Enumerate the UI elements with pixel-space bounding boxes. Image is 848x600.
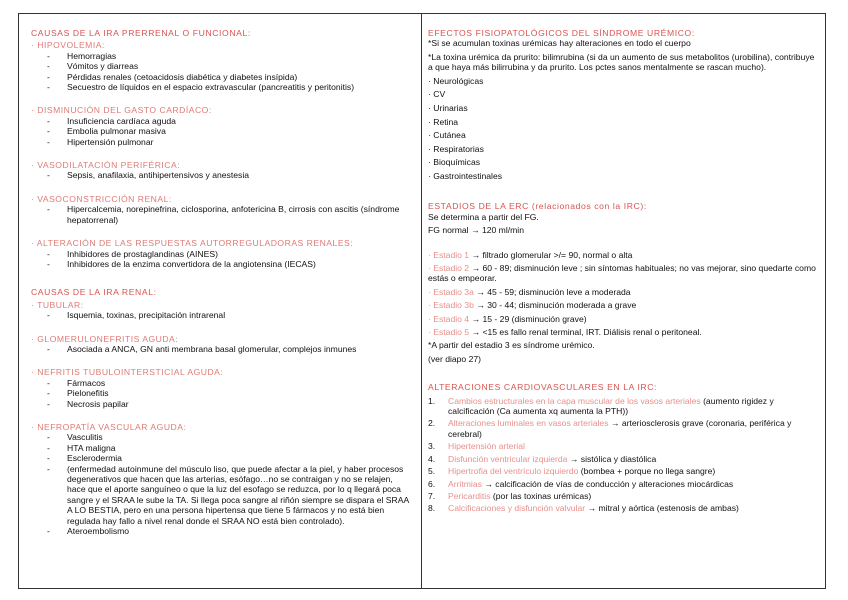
cardio-label: Cambios estructurales en la capa muscular de los vasos arteriales xyxy=(448,395,701,406)
cause-group-title: · DISMINUCIÓN DEL GASTO CARDÍACO: xyxy=(31,105,212,116)
stage-item xyxy=(428,287,818,297)
prerrenal-groups xyxy=(31,40,411,269)
cause-group xyxy=(31,422,411,536)
cause-item: - Asociada a ANCA, GN anti membrana basal glomerular, complejos inmunes xyxy=(47,344,411,354)
erc-note-2: (ver diapo 27) xyxy=(428,353,482,364)
cause-item: - Sepsis, anafilaxia, antihipertensivos y anestesia xyxy=(47,170,411,180)
cause-list xyxy=(31,310,411,320)
systems-list xyxy=(428,76,818,182)
cause-list xyxy=(31,378,411,409)
cause-list xyxy=(31,204,411,225)
stage-text: → 15 - 29 (disminución grave) xyxy=(469,313,587,324)
system-item: · Cutánea xyxy=(428,130,466,141)
stages-list xyxy=(428,250,818,338)
cardio-label: Disfunción ventricular izquierda xyxy=(448,453,568,464)
cause-item: - Vasculitis xyxy=(47,432,411,442)
erc-line-1: Se determina a partir del FG. xyxy=(428,211,539,222)
cardio-title: ALTERACIONES CARDIOVASCULARES EN LA IRC: xyxy=(428,382,658,393)
stage-text: → filtrado glomerular >/= 90, normal o alta xyxy=(469,249,633,260)
cardio-number: 7. xyxy=(428,490,436,501)
cardio-text: → calcificación de vías de conducción y alteraciones miocárdicas xyxy=(481,478,734,489)
cardio-item xyxy=(428,418,818,439)
renal-title: CAUSAS DE LA IRA RENAL: xyxy=(31,287,157,298)
cause-group xyxy=(31,105,411,147)
cardio-item xyxy=(428,491,818,501)
cause-group-title: · NEFROPATÍA VASCULAR AGUDA: xyxy=(31,421,187,432)
cardio-number: 8. xyxy=(428,503,436,514)
cardio-text: → arteriosclerosis grave (coronaria, periférica y cerebral) xyxy=(448,418,792,439)
cause-group-title: · ALTERACIÓN DE LAS RESPUESTAS AUTORREGULADORAS RENALES: xyxy=(31,238,354,249)
cause-item: - Necrosis papilar xyxy=(47,399,411,409)
stage-item xyxy=(428,300,818,310)
effects-para-1: *Si se acumulan toxinas urémicas hay alteraciones en todo el cuerpo xyxy=(428,38,691,49)
cause-item: - Secuestro de líquidos en el espacio extravascular (pancreatitis y peritonitis) xyxy=(47,82,411,92)
system-item: · Neurológicas xyxy=(428,75,484,86)
cause-item: - Pielonefitis xyxy=(47,388,411,398)
cardio-number: 6. xyxy=(428,478,436,489)
cardio-list xyxy=(428,396,818,514)
cardio-item xyxy=(428,441,818,451)
cardio-label: Hipertensión arterial xyxy=(448,441,525,452)
system-item: · Retina xyxy=(428,116,459,127)
system-item: · Urinarias xyxy=(428,103,468,113)
cause-group xyxy=(31,334,411,355)
stage-text: → 45 - 59; disminución leve a moderada xyxy=(473,286,631,297)
stage-item xyxy=(428,250,818,260)
cause-group-title: · VASODILATACIÓN PERIFÉRICA: xyxy=(31,160,181,171)
column-divider xyxy=(421,13,422,589)
cardio-label: Arritmias xyxy=(448,478,482,489)
cardio-label: Hipertrofia del ventrículo izquierdo xyxy=(448,466,579,477)
cardio-text: (bombea + porque no llega sangre) xyxy=(578,466,716,477)
system-item: · Bioquímicas xyxy=(428,157,481,168)
cause-item: - (enfermedad autoinmune del músculo liso, que puede afectar a la piel, y haber procesos degenerativos que hacen que las arterias, esófago…no se contraigan y no se relajen, hace que el aporte sanguíneo o que la luz del esofago se reduzca, por lo q llegará poca sangre y el SRAA le sube la TA. Si llega poca sangre al riñón siempre se dispara el SRAA A LO BESTIA, pero en una persona hipertensa que tiene 5 fármacos y no está bien regulada hay fallo a nivel renal donde el SRAA NO está bien controlado). xyxy=(47,464,411,526)
cardio-item xyxy=(428,454,818,464)
stage-item xyxy=(428,327,818,337)
stage-label: · Estadio 4 xyxy=(428,313,470,324)
cardio-item xyxy=(428,503,818,513)
cardio-text: → sistólica y diastólica xyxy=(567,453,657,464)
cause-list xyxy=(31,344,411,354)
stage-item xyxy=(428,314,818,324)
cardio-item xyxy=(428,479,818,489)
cause-group-title: · TUBULAR: xyxy=(31,299,84,310)
erc-note-1: *A partir del estadio 3 es síndrome urémico. xyxy=(428,340,595,351)
cardio-label: Alteraciones luminales en vasos arteriales xyxy=(448,418,609,429)
cardio-item xyxy=(428,466,818,476)
stage-label: · Estadio 1 xyxy=(428,249,470,260)
cause-list xyxy=(31,249,411,270)
system-item: · CV xyxy=(428,89,446,100)
cardio-number: 2. xyxy=(428,418,436,429)
stage-label: · Estadio 3b xyxy=(428,300,474,311)
cause-item: - Hipertensión pulmonar xyxy=(47,137,411,147)
stage-label: · Estadio 2 xyxy=(428,263,470,273)
cause-group xyxy=(31,194,411,225)
system-item: · Respiratorias xyxy=(428,143,484,154)
effects-title: EFECTOS FISIOPATOLÓGICOS DEL SÍNDROME URÉMICO: xyxy=(428,28,695,38)
cause-list xyxy=(31,170,411,180)
erc-title: ESTADIOS DE LA ERC (relacionados con la IRC): xyxy=(428,201,647,212)
erc-line-2: FG normal → 120 ml/min xyxy=(428,225,524,236)
stage-text: → 60 - 89; disminución leve ; sin síntomas habituales; no vas mejorar, sino quedarte como estás o empeorar. xyxy=(428,263,816,284)
stage-label: · Estadio 5 xyxy=(428,327,470,338)
cause-group-title: · HIPOVOLEMIA: xyxy=(31,40,105,51)
cause-item: - Fármacos xyxy=(47,378,411,388)
stage-text: → 30 - 44; disminución moderada a grave xyxy=(473,300,637,311)
effects-para-2: *La toxina urémica da prurito: bilimrubina (si da un aumento de sus metabolitos (urobilina), contribuye a que haya más bilirrubina y da prurito. Los pctes sanos mentalmente se rascan mucho). xyxy=(428,51,815,73)
cardio-text: → mitral y aórtica (estenosis de ambas) xyxy=(585,503,739,514)
cause-item: - Isquemia, toxinas, precipitación intrarenal xyxy=(47,310,411,320)
cause-group-title: · NEFRITIS TUBULOINTERSTICIAL AGUDA: xyxy=(31,367,224,378)
prerrenal-title: CAUSAS DE LA IRA PRERRENAL O FUNCIONAL: xyxy=(31,28,251,38)
cause-list xyxy=(31,432,411,536)
cardio-label: Calcificaciones y disfunción valvular xyxy=(448,503,586,514)
cause-item: - Ateroembolismo xyxy=(47,526,411,536)
cause-item: - Hemorragias xyxy=(47,51,411,61)
cardio-text: (aumento rigidez y calcificación (Ca aumenta xq aumenta la PTH)) xyxy=(448,395,774,417)
cause-item: - Esclerodermia xyxy=(47,453,411,463)
stage-item xyxy=(428,263,818,284)
cause-group-title: · VASOCONSTRICCIÓN RENAL: xyxy=(31,193,172,204)
cause-group xyxy=(31,160,411,181)
right-column xyxy=(428,28,818,514)
cause-item: - Inhibidores de prostaglandinas (AINES) xyxy=(47,249,411,259)
cause-list xyxy=(31,116,411,147)
cause-item: - Pérdidas renales (cetoacidosis diabética y diabetes insípida) xyxy=(47,72,411,82)
cause-list xyxy=(31,51,411,93)
stage-label: · Estadio 3a xyxy=(428,286,474,297)
system-item: · Gastrointestinales xyxy=(428,170,503,181)
cause-item: - Inhibidores de la enzima convertidora de la angiotensina (IECAS) xyxy=(47,259,411,269)
cardio-number: 4. xyxy=(428,453,436,464)
cardio-item xyxy=(428,396,818,417)
cause-group xyxy=(31,40,411,92)
cardio-label: Pericarditis xyxy=(448,490,491,501)
renal-groups xyxy=(31,300,411,537)
cause-item: - Embolia pulmonar masiva xyxy=(47,126,411,136)
cardio-text: (por las toxinas urémicas) xyxy=(490,490,592,501)
cause-group xyxy=(31,238,411,269)
cause-group xyxy=(31,367,411,409)
stage-text: → <15 es fallo renal terminal, IRT. Diálisis renal o peritoneal. xyxy=(469,327,702,338)
cause-item: - Hipercalcemia, norepinefrina, ciclosporina, anfotericina B, cirrosis con ascitis (síndrome hepatorrenal) xyxy=(47,204,411,225)
cause-group xyxy=(31,300,411,321)
cause-item: - Insuficiencia cardíaca aguda xyxy=(47,116,411,126)
left-column xyxy=(31,28,411,536)
cardio-number: 1. xyxy=(428,395,436,406)
cause-item: - Vómitos y diarreas xyxy=(47,61,411,71)
cause-item: - HTA maligna xyxy=(47,443,411,453)
cardio-number: 3. xyxy=(428,441,436,452)
cause-group-title: · GLOMERULONEFRITIS AGUDA: xyxy=(31,333,179,344)
cardio-number: 5. xyxy=(428,466,436,477)
